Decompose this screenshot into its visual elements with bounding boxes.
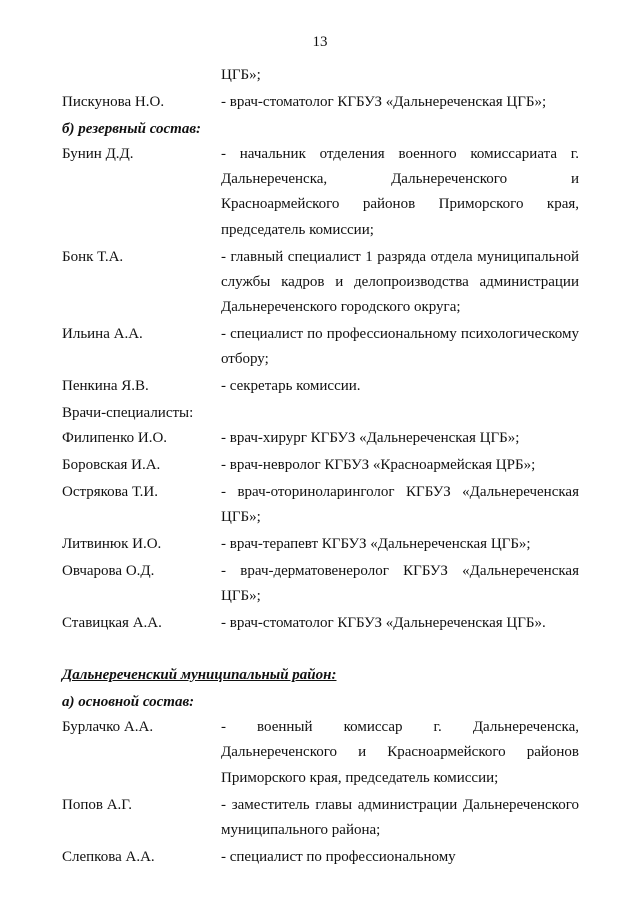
member-row — [62, 142, 579, 243]
member-row — [62, 480, 579, 531]
member-row — [62, 322, 579, 373]
member-role: - врач-оториноларинголог КГБУЗ «Дальнереченская ЦГБ»; — [221, 483, 579, 526]
member-row — [62, 374, 579, 399]
reserve-heading: б) резервный состав: — [62, 120, 202, 137]
member-role: - врач-хирург КГБУЗ «Дальнереченская ЦГБ»; — [221, 430, 520, 447]
member-role: - врач-стоматолог КГБУЗ «Дальнереченская ЦГБ». — [221, 614, 546, 631]
member-name: Острякова Т.И. — [62, 483, 158, 500]
member-role: - секретарь комиссии. — [221, 378, 361, 395]
member-role: - врач-терапевт КГБУЗ «Дальнереченская ЦГБ»; — [221, 535, 531, 552]
main-heading: а) основной состав: — [62, 693, 195, 710]
member-name: Ильина А.А. — [62, 325, 143, 342]
member-role: - врач-стоматолог КГБУЗ «Дальнереченская ЦГБ»; — [221, 93, 547, 110]
member-role: - главный специалист 1 разряда отдела муниципальной службы кадров и делопроизводства администрации Дальнереченского городского округа; — [221, 248, 579, 316]
member-row — [62, 90, 579, 115]
member-row — [62, 715, 579, 791]
member-name: Пискунова Н.О. — [62, 93, 165, 110]
member-name: Бонк Т.А. — [62, 248, 124, 265]
member-row — [62, 245, 579, 321]
member-row — [62, 793, 579, 844]
member-role: - врач-дерматовенеролог КГБУЗ «Дальнереченская ЦГБ»; — [221, 562, 579, 604]
district-heading: Дальнереченский муниципальный район: — [62, 667, 337, 684]
member-role: - заместитель главы администрации Дальнереченского муниципального района; — [221, 796, 579, 838]
member-row — [62, 845, 579, 870]
doctors-label: Врачи-специалисты: — [62, 404, 194, 421]
member-row — [62, 611, 579, 636]
member-role: - врач-невролог КГБУЗ «Красноармейская ЦРБ»; — [221, 456, 536, 473]
member-row — [62, 453, 579, 478]
member-name: Боровская И.А. — [62, 456, 161, 473]
member-row — [62, 559, 579, 610]
member-role: - начальник отделения военного комиссариата г. Дальнереченска, Дальнереченского и Красноармейского районов Приморского края, председатель комиссии; — [221, 145, 579, 238]
member-role: - специалист по профессиональному — [221, 848, 456, 865]
commission-list — [62, 63, 579, 871]
member-name: Попов А.Г. — [62, 796, 133, 813]
member-role: - специалист по профессиональному психологическому отбору; — [221, 325, 579, 368]
member-name: Ставицкая А.А. — [62, 614, 162, 631]
member-name: Пенкина Я.В. — [62, 378, 149, 395]
member-name: Бурлачко А.А. — [62, 719, 154, 736]
member-name: Овчарова О.Д. — [62, 562, 155, 579]
member-row — [62, 532, 579, 557]
member-name: Филипенко И.О. — [62, 430, 168, 447]
member-row — [62, 426, 579, 451]
member-name: Слепкова А.А. — [62, 848, 155, 865]
member-name: Литвинюк И.О. — [62, 535, 162, 552]
page-number: 13 — [312, 34, 328, 50]
member-role: - военный комиссар г. Дальнереченска, Дальнереченского и Красноармейского районов Приморского края, председатель комиссии; — [221, 719, 579, 786]
continuation-row — [62, 63, 579, 88]
continuation-text: ЦГБ»; — [221, 67, 261, 83]
member-name: Бунин Д.Д. — [62, 145, 134, 162]
